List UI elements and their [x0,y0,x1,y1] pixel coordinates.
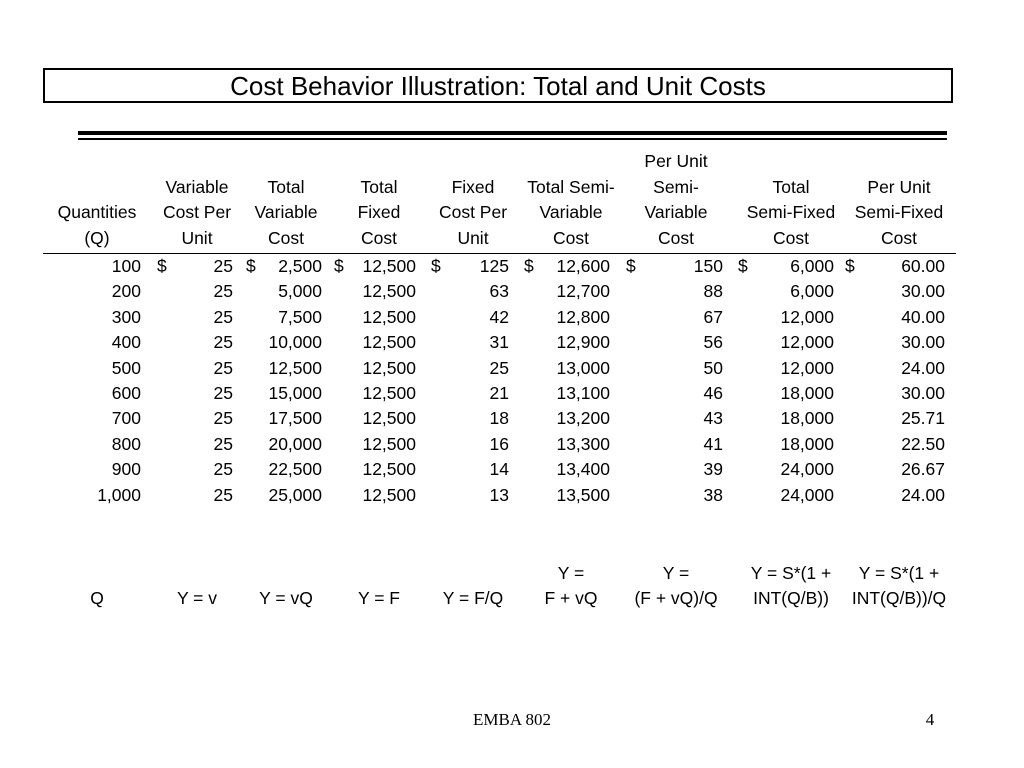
table-cell: 13 [489,484,509,505]
table-cell: 12,000 [780,332,834,353]
column-header-line: Cost Per [162,202,232,222]
column-header-line: Total Semi- [527,176,615,197]
quantity-cell: 200 [111,281,141,302]
table-cell: 21 [489,383,509,403]
table-cell: 13,300 [556,433,610,454]
column-header-line: Total [360,176,398,197]
table-cell: 26.67 [901,459,945,480]
table-cell: 50 [703,357,723,378]
formula-text: Y = S*(1 + [858,563,940,583]
table-cell: 125 [479,256,509,276]
formula-text: INT(Q/B)) [753,588,829,609]
table-cell: 150 [693,256,723,276]
column-header-line: Per Unit [644,151,708,171]
table-cell: 12,000 [780,357,834,378]
table-cell: 18,000 [780,408,834,429]
currency-symbol: $ [845,256,855,276]
table-cell: 20,000 [268,433,322,454]
table-cell: 12,500 [362,256,416,276]
table-cell: 25.71 [901,408,945,429]
table-cell: 24,000 [780,459,834,480]
table-cell: 25 [213,433,233,454]
table-cell: 17,500 [268,408,322,429]
column-header-line: Cost Per [438,202,508,222]
quantity-cell: 1,000 [97,484,141,505]
table-cell: 46 [703,383,723,403]
column-header [425,175,521,252]
column-header-line: Quantities [57,202,137,222]
table-cell: 42 [489,306,509,327]
table-cell: 43 [703,408,723,429]
table-cell: 56 [703,332,723,353]
table-cell: 40.00 [901,306,945,327]
table-cell: 12,500 [362,306,416,327]
column-header [241,175,331,252]
quantity-cell: 400 [111,332,141,353]
column-header-line: Total [267,176,305,197]
column-header-line: Variable [165,176,229,197]
table-cell: 12,000 [780,306,834,327]
table-cell: 16 [489,433,509,454]
column-header-line: Semi-Fixed [854,202,944,222]
quantity-cell: 100 [111,256,141,276]
currency-symbol: $ [246,256,256,276]
table-cell: 15,000 [268,383,322,403]
currency-symbol: $ [334,256,344,276]
currency-symbol: $ [738,256,748,276]
formula-text: (F + vQ)/Q [634,588,718,609]
table-cell: 12,500 [362,357,416,378]
column-header-line: Cost [553,227,589,248]
table-cell: 25 [489,357,509,378]
table-cell: 13,500 [556,484,610,505]
quantity-cell: 900 [111,459,141,480]
table-cell: 6,000 [790,256,834,276]
table-cell: 25 [213,256,233,276]
quantity-cell: 800 [111,433,141,454]
column-header-line: Cost [773,227,809,248]
column-header [841,175,957,252]
table-cell: 13,000 [556,357,610,378]
table-cell: 6,000 [790,281,834,302]
column-header-line: Variable [539,202,603,222]
currency-symbol: $ [524,256,534,276]
table-cell: 12,500 [362,459,416,480]
column-header-line: Cost [361,227,397,248]
column-header-line: Variable [644,202,708,222]
column-header-line: Fixed [357,202,401,222]
column-header-line: Cost [881,227,917,248]
table-cell: 38 [703,484,723,505]
table-cell: 12,500 [362,484,416,505]
formula-text: INT(Q/B))/Q [851,588,947,609]
table-cell: 31 [489,332,509,353]
table-cell: 24.00 [901,484,945,505]
table-cell: 30.00 [901,332,945,353]
column-header-line: Total [772,176,810,197]
table-cell: 39 [703,459,723,480]
table-cell: 30.00 [901,383,945,403]
header-underline [43,253,956,254]
table-cell: 25 [213,459,233,480]
table-cell: 12,900 [556,332,610,353]
column-header-line: Variable [254,202,318,222]
formula-text: Y = [662,563,690,583]
table-cell: 25 [213,408,233,429]
quantity-cell: 700 [111,408,141,429]
column-header-line: Semi-Fixed [746,202,836,222]
currency-symbol: $ [431,256,441,276]
table-cell: 22.50 [901,433,945,454]
title-divider-thin [78,138,947,140]
table-cell: 13,400 [556,459,610,480]
formula-text: F + vQ [544,588,598,609]
quantity-cell: 300 [111,306,141,327]
table-cell: 25 [213,357,233,378]
table-cell: 12,500 [362,433,416,454]
formula-text: Y = v [176,588,218,608]
column-header [626,149,726,251]
table-cell: 10,000 [268,332,322,353]
table-cell: 12,600 [556,256,610,276]
table-cell: 5,000 [278,281,322,302]
table-cell: 12,500 [362,281,416,302]
formula-text: Y = F/Q [442,588,504,608]
currency-symbol: $ [157,256,167,276]
column-header-line: Per Unit [867,176,931,197]
table-cell: 12,500 [362,383,416,403]
column-header-line: Cost [658,227,694,248]
page-number: 4 [925,710,935,729]
formula-text: Y = [557,563,585,583]
column-header-line: Semi- [653,176,699,197]
quantity-cell: 600 [111,383,141,403]
table-cell: 25 [213,332,233,353]
table-cell: 12,800 [556,306,610,327]
table-cell: 22,500 [268,459,322,480]
table-cell: 2,500 [278,256,322,276]
slide-title-box [43,68,953,103]
column-header-line: Cost [268,227,304,248]
table-cell: 12,500 [362,332,416,353]
table-cell: 12,500 [362,408,416,429]
formula-text: Y = F [358,588,400,608]
table-cell: 25 [213,281,233,302]
column-header-line: Unit [457,227,489,248]
title-divider-thick [78,131,947,135]
table-cell: 88 [703,281,723,302]
quantity-cell: 500 [111,357,141,378]
column-header [733,175,849,252]
table-cell: 24,000 [780,484,834,505]
currency-symbol: $ [626,256,636,276]
column-header [149,175,245,252]
column-header [334,175,424,252]
formula-text: Y = vQ [259,588,313,608]
table-cell: 67 [703,306,723,327]
table-cell: 13,100 [556,383,610,403]
table-cell: 18,000 [780,433,834,454]
table-cell: 7,500 [278,306,322,327]
table-cell: 30.00 [901,281,945,302]
table-cell: 14 [489,459,509,480]
column-header [516,175,626,252]
table-cell: 25 [213,383,233,403]
table-cell: 25 [213,306,233,327]
formula-text: Y = S*(1 + [750,563,832,583]
formula-text: Q [90,588,104,608]
table-cell: 25 [213,484,233,505]
table-cell: 18 [489,408,509,429]
table-cell: 25,000 [268,484,322,505]
table-cell: 12,500 [268,357,322,378]
column-header-line: (Q) [84,227,110,248]
table-cell: 24.00 [901,357,945,378]
table-cell: 13,200 [556,408,610,429]
table-cell: 60.00 [901,256,945,276]
table-cell: 18,000 [780,383,834,403]
column-header-line: Fixed [451,176,495,197]
table-cell: 41 [703,433,723,454]
footer-course: EMBA 802 [473,710,551,729]
slide-title: Cost Behavior Illustration: Total and Unit Costs [230,70,766,101]
table-cell: 63 [489,281,509,302]
table-cell: 12,700 [556,281,610,302]
column-header [42,200,152,251]
column-header-line: Unit [181,227,213,248]
